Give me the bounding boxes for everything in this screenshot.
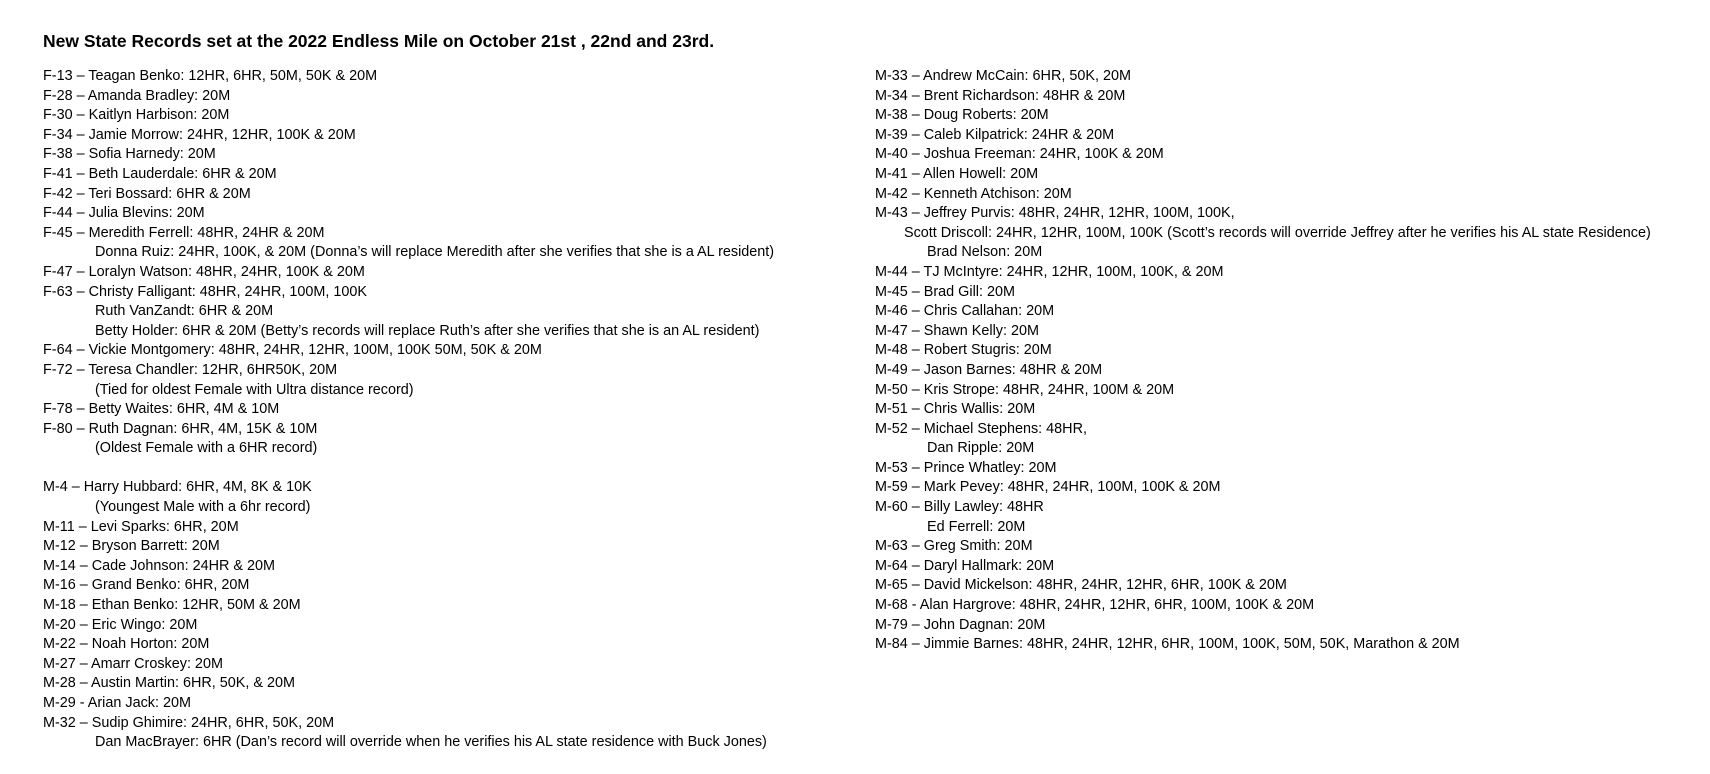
record-line: M-49 – Jason Barnes: 48HR & 20M [875, 361, 1103, 378]
record-line: M-14 – Cade Johnson: 24HR & 20M [43, 557, 275, 574]
record-line: F-41 – Beth Lauderdale: 6HR & 20M [43, 165, 277, 182]
left-column [43, 67, 863, 753]
record-line: Donna Ruiz: 24HR, 100K, & 20M (Donna’s will replace Meredith after she verifies that she is a AL resident) [95, 244, 775, 261]
record-line: F-64 – Vickie Montgomery: 48HR, 24HR, 12HR, 100M, 100K 50M, 50K & 20M [43, 342, 542, 359]
record-line: M-44 – TJ McIntyre: 24HR, 12HR, 100M, 100K, & 20M [875, 263, 1224, 280]
record-line: M-33 – Andrew McCain: 6HR, 50K, 20M [875, 68, 1131, 84]
record-line: F-80 – Ruth Dagnan: 6HR, 4M, 15K & 10M [43, 420, 318, 437]
record-line: (Tied for oldest Female with Ultra distance record) [95, 381, 414, 398]
record-line: F-28 – Amanda Bradley: 20M [43, 87, 231, 104]
record-line: Dan Ripple: 20M [927, 440, 1035, 457]
record-line: Dan MacBrayer: 6HR (Dan’s record will override when he verifies his AL state residence with Buck Jones) [95, 734, 767, 751]
record-line: M-4 – Harry Hubbard: 6HR, 4M, 8K & 10K [43, 479, 312, 496]
record-line: Brad Nelson: 20M [927, 244, 1043, 261]
record-line: F-78 – Betty Waites: 6HR, 4M & 10M [43, 401, 280, 418]
record-line: M-41 – Allen Howell: 20M [875, 165, 1039, 182]
record-line: M-27 – Amarr Croskey: 20M [43, 655, 223, 672]
record-line: M-65 – David Mickelson: 48HR, 24HR, 12HR, 6HR, 100K & 20M [875, 577, 1287, 594]
record-line: (Oldest Female with a 6HR record) [95, 440, 318, 457]
record-line: M-29 - Arian Jack: 20M [43, 695, 191, 711]
record-line: Scott Driscoll: 24HR, 12HR, 100M, 100K (Scott’s records will override Jeffrey after he verifies his AL state Residence) [904, 224, 1651, 241]
record-line: F-42 – Teri Bossard: 6HR & 20M [43, 185, 251, 202]
record-line: M-38 – Doug Roberts: 20M [875, 107, 1049, 124]
record-line: F-45 – Meredith Ferrell: 48HR, 24HR & 20M [43, 224, 325, 241]
blank-line [43, 459, 863, 479]
record-line: M-68 - Alan Hargrove: 48HR, 24HR, 12HR, 6HR, 100M, 100K & 20M [875, 597, 1315, 614]
record-line: M-40 – Joshua Freeman: 24HR, 100K & 20M [875, 146, 1164, 163]
record-line: M-47 – Shawn Kelly: 20M [875, 322, 1039, 339]
record-line: M-32 – Sudip Ghimire: 24HR, 6HR, 50K, 20M [43, 714, 335, 731]
record-line: M-43 – Jeffrey Purvis: 48HR, 24HR, 12HR, 100M, 100K, [875, 205, 1235, 222]
record-line: F-13 – Teagan Benko: 12HR, 6HR, 50M, 50K & 20M [43, 68, 378, 84]
record-line: F-30 – Kaitlyn Harbison: 20M [43, 107, 230, 124]
record-line: Ed Ferrell: 20M [927, 518, 1026, 535]
record-line: M-39 – Caleb Kilpatrick: 24HR & 20M [875, 126, 1115, 143]
record-line: M-28 – Austin Martin: 6HR, 50K, & 20M [43, 675, 295, 692]
record-line: Betty Holder: 6HR & 20M (Betty’s records will replace Ruth’s after she verifies that she is an AL resident) [95, 322, 760, 339]
record-line: M-18 – Ethan Benko: 12HR, 50M & 20M [43, 597, 301, 614]
record-line: M-42 – Kenneth Atchison: 20M [875, 185, 1072, 202]
record-line: M-16 – Grand Benko: 6HR, 20M [43, 577, 250, 594]
record-line: (Youngest Male with a 6hr record) [95, 499, 311, 516]
record-line: M-59 – Mark Pevey: 48HR, 24HR, 100M, 100K & 20M [875, 479, 1221, 496]
record-line: M-52 – Michael Stephens: 48HR, [875, 420, 1087, 437]
record-line: M-51 – Chris Wallis: 20M [875, 401, 1036, 418]
record-line: F-34 – Jamie Morrow: 24HR, 12HR, 100K & 20M [43, 126, 356, 143]
record-line: M-63 – Greg Smith: 20M [875, 538, 1033, 555]
record-line: M-34 – Brent Richardson: 48HR & 20M [875, 87, 1126, 104]
record-line: M-79 – John Dagnan: 20M [875, 616, 1046, 633]
record-line: F-47 – Loralyn Watson: 48HR, 24HR, 100K & 20M [43, 263, 365, 280]
record-line: M-60 – Billy Lawley: 48HR [875, 499, 1044, 516]
record-line: M-22 – Noah Horton: 20M [43, 636, 210, 653]
record-line: M-64 – Daryl Hallmark: 20M [875, 557, 1055, 574]
record-line: M-46 – Chris Callahan: 20M [875, 303, 1055, 320]
record-line: M-53 – Prince Whatley: 20M [875, 459, 1057, 476]
record-line: F-63 – Christy Falligant: 48HR, 24HR, 100M, 100K [43, 283, 367, 300]
record-line: Ruth VanZandt: 6HR & 20M [95, 303, 274, 320]
record-line: M-11 – Levi Sparks: 6HR, 20M [43, 518, 239, 535]
right-column [875, 67, 1705, 655]
record-line: F-72 – Teresa Chandler: 12HR, 6HR50K, 20M [43, 361, 338, 378]
record-line: F-38 – Sofia Harnedy: 20M [43, 146, 216, 163]
record-line: M-45 – Brad Gill: 20M [875, 283, 1015, 300]
record-line: M-50 – Kris Strope: 48HR, 24HR, 100M & 20M [875, 381, 1175, 398]
record-line: M-12 – Bryson Barrett: 20M [43, 538, 220, 555]
record-line: M-84 – Jimmie Barnes: 48HR, 24HR, 12HR, 6HR, 100M, 100K, 50M, 50K, Marathon & 20M [875, 636, 1460, 653]
document-title: New State Records set at the 2022 Endless Mile on October 21st , 22nd and 23rd. [43, 31, 715, 51]
record-line: F-44 – Julia Blevins: 20M [43, 205, 205, 222]
record-line: M-20 – Eric Wingo: 20M [43, 616, 198, 633]
record-line: M-48 – Robert Stugris: 20M [875, 342, 1052, 359]
